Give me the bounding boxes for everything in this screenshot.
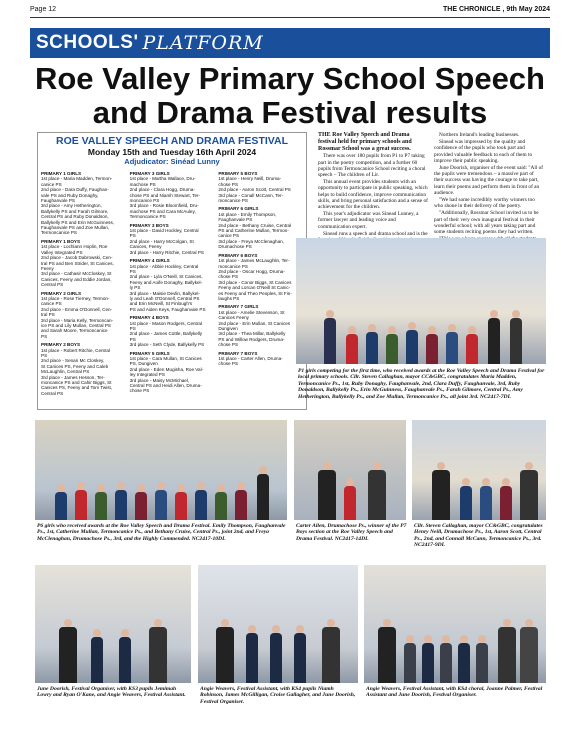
article-paragraph: June Doorish, organiser of the event said: "All of the pupils were tremendous – a massive part of their success was having the courage to take part, learn their poems and perform them in front of an audience. — [434, 165, 544, 196]
photo-ks3 — [35, 565, 191, 683]
result-line: 1st place - Rose Tierney, Termon- — [41, 295, 110, 301]
result-line: 3rd place - Amy Hetherington, — [41, 203, 102, 209]
result-line: ice PS and Lily Mullan, Central PS — [41, 322, 111, 328]
result-line: Faughanvale PS — [218, 217, 253, 223]
category-heading: PRIMARY 1 GIRLS — [41, 171, 82, 176]
result-line: 2nd place - Harry McColgan, St — [129, 238, 194, 244]
result-line: chose PS — [218, 181, 239, 187]
result-line: 2nd place - Clara Hogg, Druma- — [129, 187, 195, 193]
results-dates: Monday 15th and Tuesday 16th April 2024 — [87, 147, 257, 157]
result-line: 1st place - Henry Neill, Druma- — [218, 176, 282, 182]
banner-left: SCHOOLS' — [36, 32, 139, 53]
category-heading: PRIMARY 2 GIRLS — [41, 290, 82, 296]
result-line: 2nd place - Emma O'Donnell, Cen- — [41, 306, 113, 312]
result-line: PS — [41, 353, 48, 358]
result-line: machose PS — [129, 181, 156, 187]
results-adjudicator: Adjudicator: Sinéad Lunny — [124, 157, 220, 166]
caption-p1-girls: P1 girls competing for the first time, who received awards at the Roe Valley Speech and Drama Festival for local primary schools. Cllr. Steven Callaghan, mayor CC&GBC, congratulates Maria Madden, Termoncanice Ps., 1st, Ruby Donaghy, Faughanvale, 2nd, Clara Duffy, Faughanvale, 3rd, Ruby Donaldson, Ballykelly Ps., Erin McGuinness, Faughanvale Ps., Farah Gilmore, Central Ps., Amy Hetherington, Ballykelly Ps., and Zoe Mullan, Termoncanice Ps., all joint 3rd. NC2417-7DL — [298, 368, 545, 400]
result-line: Canices, Feeny and Eddie Jordan, — [41, 276, 112, 282]
result-line: Faughanvale PS — [41, 198, 75, 204]
result-line: ley Integrated PS — [129, 372, 165, 378]
result-line: 1st place - Mason Rodgers, Central — [129, 320, 202, 326]
result-line: canice PS — [41, 301, 62, 307]
category-heading: PRIMARY 7 BOYS — [218, 350, 258, 356]
article-paragraph: There was over 180 pupils from P1 to P7 taking part in the poetry competition, and a further 60 pupils from Termoncanice School reciting a choral speech – The children of Lir. — [318, 153, 426, 178]
category-heading: PRIMARY 6 BOYS — [218, 252, 258, 258]
caption-carter-allen: Carter Allen, Drumachose Ps., winner of the P7 Boys section at the Roe Valley Speech and Drama Festival. NC2417-14DL — [296, 523, 407, 542]
caption-p5-boys: Cllr. Steven Callaghan, mayor CC&GBC, congratulates Henry Neill, Drumachose Ps., 1st, Aaron Scott, Central Ps., 2nd, and Connall McCann, Termoncanice Ps., 3rd. NC2417-9DL — [414, 523, 543, 549]
result-line: chose PS — [218, 361, 239, 367]
photo-p6-girls — [35, 420, 287, 520]
result-line: 3rd place - Rosie Bloomfield, Dru- — [129, 203, 199, 209]
result-line: 2nd place - Lyla O'Neill, St Canices, — [129, 274, 203, 280]
result-line: Central PS and Heidi Allen, Druma- — [129, 383, 202, 389]
category-heading: PRIMARY 4 GIRLS — [129, 258, 170, 264]
result-line: 1st place - Martha Wallace, Dru- — [129, 176, 196, 182]
result-line: 2nd place - Aaron Scott, Central PS — [218, 187, 291, 193]
photo-p5-boys — [412, 420, 546, 520]
page-header — [30, 6, 550, 18]
result-line: 2nd place - Bethany Cruise, Central — [218, 222, 292, 228]
result-line: PS, Dungiven — [129, 361, 158, 367]
caption-ks4-choral: Angie Weavers, Festival Assistant, with KS4 choral, Joanne Palmer, Festival Assistant and June Doorish, Festival Organiser. — [366, 686, 543, 699]
section-banner — [30, 28, 550, 58]
page-number: Page 12 — [30, 6, 57, 13]
result-line: Termoncanice PS — [129, 214, 166, 220]
result-line: 2nd place - James Cottle, Ballykelly — [129, 331, 203, 337]
photo-ks4-choral — [364, 565, 546, 683]
result-line: McLaughlin, Central PS — [41, 369, 90, 375]
category-heading: PRIMARY 7 GIRLS — [218, 304, 259, 310]
result-line: Feeny and Aoife Donaghy, Ballykel- — [129, 279, 203, 285]
result-line: Central PS — [41, 390, 64, 396]
result-line: Central PS and Ruby Donaldson, — [41, 214, 109, 220]
result-line: Dungiven — [218, 325, 238, 331]
result-line: PS — [129, 268, 136, 274]
result-line: 3rd place - Conall McCann, Ter- — [218, 192, 284, 198]
result-line: moncanice PS — [218, 263, 248, 269]
results-columns — [41, 168, 303, 396]
result-line: PS and Catherine Mullan, Termon- — [218, 228, 289, 234]
result-line: chose PS — [218, 274, 239, 280]
result-line: 2nd place - Dara Duffy, Faughan- — [41, 187, 109, 193]
category-heading: PRIMARY 3 GIRLS — [129, 171, 170, 176]
results-column — [218, 168, 303, 396]
result-line: Faughanvale PS and Zoe Mullan, — [41, 225, 110, 231]
category-heading: PRIMARY 5 GIRLS — [129, 350, 170, 356]
category-heading: PRIMARY 1 BOYS — [41, 238, 81, 244]
result-line: PS and Aiden Keys, Faughanvale PS — [129, 306, 206, 312]
result-line: Ballykelly PS and Farah Gilmore, — [41, 208, 109, 214]
result-line: chose PS — [218, 342, 239, 348]
result-line: chose PS — [129, 388, 150, 394]
result-line: ly and Leah O'Donnell, Central PS — [129, 295, 200, 301]
result-line: Ballykelly PS and Erin McGuinness, — [41, 219, 115, 225]
result-line: 1st place - Robert Ritchie, Central — [41, 347, 110, 353]
result-line: Termoncanice PS — [41, 230, 78, 236]
photo-ks4 — [198, 565, 358, 683]
result-line: 1st place - Carter Allen, Druma- — [218, 356, 283, 361]
result-line: Central PS — [41, 282, 64, 288]
caption-ks3: June Doorish, Festival Organiser, with KS3 pupils Jemimah Lowry and Ryan O'Kane, and Angie Weavers, Festival Assistant. — [37, 686, 186, 699]
result-line: es Feeny and Theo Peoples, St Fin- — [218, 290, 292, 296]
category-heading: PRIMARY 3 BOYS — [129, 222, 169, 228]
article-paragraph: "We had some incredibly worthy winners too who shone in their delivery of the poetry. — [434, 197, 535, 210]
result-line: Canices Feeny — [218, 315, 249, 321]
result-line: PS — [129, 233, 136, 239]
result-line: 1st place - James McLaughlin, Ter- — [218, 258, 290, 264]
category-heading: PRIMARY 2 BOYS — [41, 342, 81, 348]
photo-p1-girls — [296, 238, 546, 364]
result-line: Canices PS, Feeny and Tom Twist, — [41, 385, 113, 391]
article-paragraph: THE Roe Valley Speech and Drama festival held for primary schools and Rossmar School was a great success. — [318, 132, 412, 152]
result-line: 3rd place - James Hesson, Ter- — [41, 374, 105, 380]
result-line: 3rd place - Seth Clyde, Ballykelly PS — [129, 342, 205, 348]
result-line: Valley Integrated PS — [41, 249, 83, 255]
result-line: and Sarah Moore, Termoncanice — [41, 328, 108, 334]
result-line: tral PS — [41, 312, 55, 318]
category-heading: PRIMARY 5 BOYS — [218, 171, 258, 176]
result-line: 1st place - Maria Madden, Termon- — [41, 176, 113, 182]
result-line: 3rd place - Maisie Devlin, Ballykel- — [129, 290, 200, 296]
category-heading: PRIMARY 6 GIRLS — [218, 206, 259, 212]
results-column — [130, 168, 215, 396]
result-line: 3rd place - Freya McClenaghan, — [218, 238, 284, 244]
article-paragraph: This annual event provides students with an opportunity to participate in public speaking, which helps to build confidence, improve communication skills, and bring personal satisfaction and a sense of achievement for the children. — [318, 179, 428, 211]
article-paragraph: Sinead was impressed by the quality and confidence of the pupils who took part and provided valuable feedback to each of them to improve their public speaking. — [434, 139, 533, 164]
result-line: Feeny — [41, 265, 54, 271]
result-line: Feeny and Lorcan O'Neill St Canic- — [218, 285, 291, 291]
results-box — [37, 132, 307, 410]
result-line: PS — [129, 325, 136, 331]
results-title: ROE VALLEY SPEECH AND DRAMA FESTIVAL — [56, 135, 288, 147]
result-line: moncanice PS and Cahir Biggs, St — [41, 380, 112, 386]
result-line: laughs PS — [218, 295, 240, 301]
result-line: 1st place - Cara Mullan, St Canices — [129, 356, 202, 361]
result-line: vale PS and Ruby Donaghy, — [41, 192, 99, 198]
article-paragraph: Northern Ireland's leading businesses. — [439, 132, 520, 138]
result-line: moncanice PS — [129, 198, 160, 204]
result-line: tral PS and Ben Strider, St Canices, — [41, 260, 114, 266]
headline: Roe Valley Primary School Speech and Drama Festival results — [34, 61, 545, 130]
result-line: ly PS — [129, 285, 141, 291]
result-line: chose PS and Niamh Stewart, Ter- — [129, 192, 201, 198]
result-line: 1st place - David Hockley, Central — [129, 228, 199, 234]
photo-carter-allen — [294, 420, 406, 520]
result-line: 3rd place - Maisy McMichael, — [129, 377, 190, 383]
result-line: PS — [41, 333, 48, 339]
result-line: St Canices PS, Feeny and Caleb — [41, 363, 109, 369]
article-paragraph: "Additionally, Rossmar School invited us to be part of their very own inaugural festival in their wonderful school; with all years taking part and some students reciting poems they had written. — [434, 210, 539, 236]
result-line: machose PS and Cara McAuley, — [129, 208, 196, 214]
category-heading: PRIMARY 4 BOYS — [129, 315, 169, 321]
caption-p6-girls: P6 girls who received awards at the Roe Valley Speech and Drama Festival. Emily Thompson, Faughanvale Ps., 1st, Catherine Mullan, Termoncanice Ps., and Bethany Cruise, Central Ps., joint 2nd, and Freya McClenaghan, Drumachose Ps., 3rd, and the Highly Commended. NC2417-10DL — [37, 523, 286, 542]
paper-date: THE CHRONICLE , 9th May 2024 — [443, 6, 550, 13]
result-line: 3rd place - Thea Millar, Ballykelly — [218, 331, 286, 337]
result-line: moncanice PS — [218, 198, 248, 204]
result-line: 3rd place - Conor Biggs, St Canices — [218, 279, 292, 285]
result-line: 3rd place - Harry Ritchie, Central PS — [129, 249, 204, 255]
result-line: Drumachose PS — [218, 244, 252, 250]
result-line: 1st place - Abbie Hockley, Central — [129, 263, 199, 269]
result-line: 2nd place - Senan Mc Closkey, — [41, 358, 105, 364]
result-line: 2nd place - Oscar Hogg, Druma- — [218, 268, 285, 274]
result-line: Canices, Feeny — [129, 244, 162, 250]
result-line: canice PS — [41, 181, 62, 187]
result-line: PS — [129, 336, 136, 342]
result-line: 3rd place - Cathasir McCloskey, St — [41, 271, 112, 277]
result-line: 1st place - Lochlann Hoplin, Roe — [41, 244, 108, 250]
caption-ks4: Angie Weavers, Festival Assistant, with KS4 pupils Niamh Robinson, James McGilligan, Croise Gallagher, and June Doorish, Festival Organiser. — [200, 686, 356, 705]
article-paragraph: Sinead runs a speech and drama school and is the — [323, 230, 428, 237]
banner-right: PLATFORM — [142, 32, 264, 54]
result-line: 3rd place - Maria Kelly, Termoncan- — [41, 317, 114, 323]
result-line: 1st place - Emily Thompson, — [218, 211, 277, 217]
result-line: 1st place - Amelie Stevenson, St — [218, 309, 285, 315]
result-line: and Erin McNeill, St Finlough's — [129, 301, 193, 307]
results-column — [41, 168, 126, 396]
result-line: 2nd place - Erin Mullan, St Canices — [218, 320, 291, 326]
result-line: canice PS — [218, 233, 240, 239]
result-line: 2nd place - Jacob Dabrowski, Cen- — [41, 255, 113, 261]
result-line: 2nd place - Eden Mugisha, Roe Val- — [129, 366, 204, 372]
article-paragraph: This year's adjudicator was Sinead Lunney, a former lawyer and leading voice and communication expert. — [318, 211, 419, 230]
result-line: PS and Willow Rodgers, Druma- — [218, 336, 285, 342]
